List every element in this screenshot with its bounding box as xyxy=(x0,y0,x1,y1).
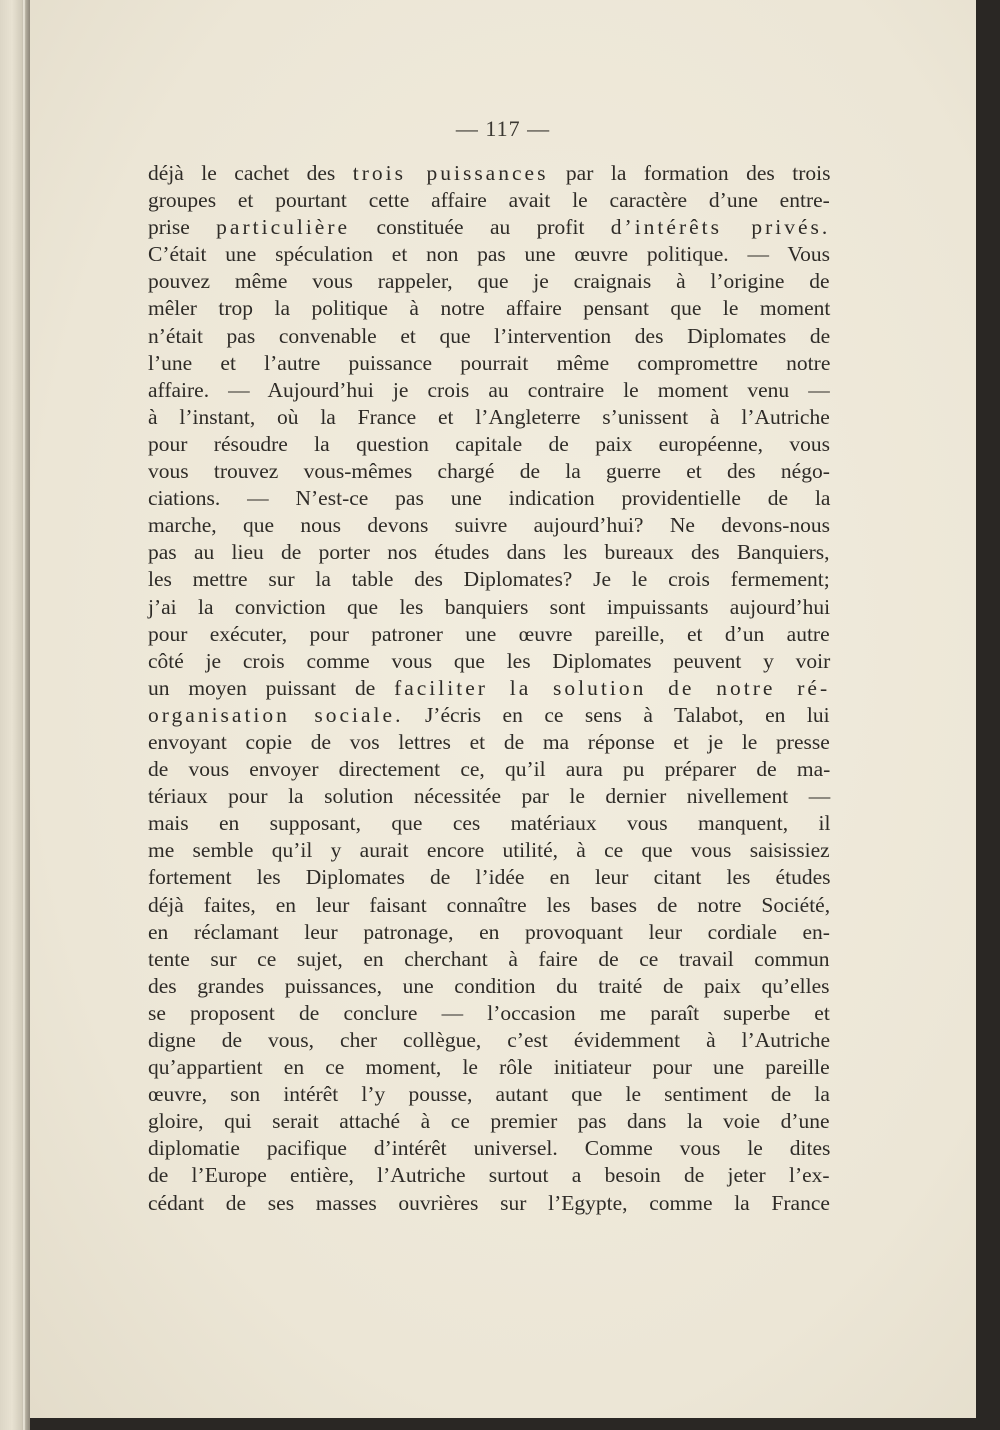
text-segment: diplomatie pacifique d’intérêt universel. Comme vous le dites xyxy=(148,1136,831,1161)
text-segment: pour exécuter, pour patroner une œuvre pareille, et d’un autre xyxy=(148,621,830,646)
book-spine xyxy=(0,0,30,1430)
text-line xyxy=(148,783,830,810)
text-line xyxy=(148,404,830,431)
text-segment: mais en supposant, que ces matériaux vous manquent, il xyxy=(148,811,831,836)
text-line xyxy=(148,268,830,295)
text-segment: les mettre sur la table des Diplomates? Je le crois fermement; xyxy=(148,567,830,592)
text-segment: se proposent de conclure — l’occasion me paraît superbe et xyxy=(148,1000,830,1025)
text-line xyxy=(148,810,830,837)
text-line xyxy=(148,160,830,187)
text-segment: groupes et pourtant cette affaire avait le caractère d’une entre- xyxy=(148,188,830,213)
text-segment: gloire, qui serait attaché à ce premier pas dans la voie d’une xyxy=(148,1109,830,1134)
spaced-emphasis: d’intérêts privés. xyxy=(610,215,831,240)
text-segment: par la formation des trois xyxy=(548,161,831,185)
text-line xyxy=(148,621,830,648)
text-line xyxy=(148,485,830,512)
body-text xyxy=(148,160,830,1217)
text-line xyxy=(148,729,830,756)
text-line xyxy=(148,892,830,919)
text-segment: fortement les Diplomates de l’idée en leur citant les études xyxy=(148,865,831,890)
text-segment: prise xyxy=(148,215,217,240)
text-line xyxy=(148,1135,830,1162)
text-line xyxy=(148,675,830,702)
text-line xyxy=(148,431,830,458)
text-segment: marche, que nous devons suivre aujourd’hui? Ne devons-nous xyxy=(148,513,830,538)
text-line xyxy=(148,756,830,783)
text-line xyxy=(148,919,830,946)
text-segment: envoyant copie de vos lettres et de ma réponse et je le presse xyxy=(148,729,830,754)
text-segment: affaire. — Aujourd’hui je crois au contraire le moment venu — xyxy=(148,377,830,402)
text-segment: me semble qu’il y aurait encore utilité, à ce que vous saisissiez xyxy=(148,838,830,863)
text-segment: déjà le cachet des xyxy=(148,161,353,185)
text-segment: n’était pas convenable et que l’intervention des Diplomates de xyxy=(148,323,831,348)
text-segment: en réclamant leur patronage, en provoquant leur cordiale en- xyxy=(148,919,830,944)
text-line xyxy=(148,187,830,214)
spaced-emphasis: trois puissances xyxy=(352,161,549,185)
text-line xyxy=(148,214,830,241)
spaced-emphasis: organisation sociale. xyxy=(148,702,404,727)
text-segment: digne de vous, cher collègue, c’est évidemment à l’Autriche xyxy=(148,1028,830,1052)
text-segment: pour résoudre la question capitale de paix européenne, vous xyxy=(148,431,831,456)
text-segment: j’ai la conviction que les banquiers sont impuissants aujourd’hui xyxy=(148,594,831,619)
text-line xyxy=(148,1027,830,1054)
text-line xyxy=(148,377,830,404)
spaced-emphasis: faciliter la solution de notre ré- xyxy=(394,675,831,700)
text-line xyxy=(148,837,830,864)
text-segment: ciations. — N’est-ce pas une indication providentielle de la xyxy=(148,486,831,511)
text-line xyxy=(148,1081,830,1108)
text-segment: pouvez même vous rappeler, que je craignais à l’origine de xyxy=(148,269,830,294)
text-line xyxy=(148,1108,830,1135)
text-segment: tente sur ce sujet, en cherchant à faire de ce travail commun xyxy=(148,946,830,971)
text-line xyxy=(148,973,830,1000)
text-segment: cédant de ses masses ouvrières sur l’Egypte, comme la France xyxy=(148,1190,830,1215)
text-segment: de vous envoyer directement ce, qu’il aura pu préparer de ma- xyxy=(148,757,831,782)
text-line xyxy=(148,1000,830,1027)
text-segment: J’écris en ce sens à Talabot, en lui xyxy=(403,702,830,727)
text-segment: l’une et l’autre puissance pourrait même compromettre notre xyxy=(148,350,831,375)
text-segment: mêler trop la politique à notre affaire pensant que le moment xyxy=(148,296,831,321)
text-line xyxy=(148,594,830,621)
text-line xyxy=(148,1190,830,1217)
text-segment: à l’instant, où la France et l’Angleterre s’unissent à l’Autriche xyxy=(148,404,830,429)
text-segment: des grandes puissances, une condition du traité de paix qu’elles xyxy=(148,973,830,998)
text-line xyxy=(148,1162,830,1189)
book-page xyxy=(30,0,976,1418)
text-segment: vous trouvez vous-mêmes chargé de la guerre et des négo- xyxy=(148,459,830,484)
text-line xyxy=(148,295,830,322)
text-line xyxy=(148,241,830,268)
text-line xyxy=(148,946,830,973)
page-number: — 117 — xyxy=(455,116,551,141)
text-segment: œuvre, son intérêt l’y pousse, autant que le sentiment de la xyxy=(148,1082,830,1107)
text-line xyxy=(148,512,830,539)
text-line xyxy=(148,864,830,891)
text-segment: C’était une spéculation et non pas une œuvre politique. — Vous xyxy=(148,242,830,267)
spine-fold xyxy=(22,0,26,1430)
text-segment: tériaux pour la solution nécessitée par le dernier nivellement — xyxy=(148,784,831,809)
text-line xyxy=(148,648,830,675)
text-segment: pas au lieu de porter nos études dans les bureaux des Banquiers, xyxy=(148,540,830,565)
text-line xyxy=(148,566,830,593)
text-line xyxy=(148,1054,830,1081)
text-line xyxy=(148,323,830,350)
spaced-emphasis: particulière xyxy=(216,215,351,240)
text-segment: de l’Europe entière, l’Autriche surtout a besoin de jeter l’ex- xyxy=(148,1163,830,1188)
text-segment: qu’appartient en ce moment, le rôle initiateur pour une pareille xyxy=(148,1055,830,1080)
text-segment: constituée au profit xyxy=(350,215,611,240)
text-line xyxy=(148,350,830,377)
text-line xyxy=(148,539,830,566)
text-line xyxy=(148,702,830,729)
text-segment: un moyen puissant de xyxy=(148,675,395,700)
text-segment: côté je crois comme vous que les Diplomates peuvent y voir xyxy=(148,648,831,673)
text-line xyxy=(148,458,830,485)
text-segment: déjà faites, en leur faisant connaître les bases de notre Société, xyxy=(148,892,831,917)
